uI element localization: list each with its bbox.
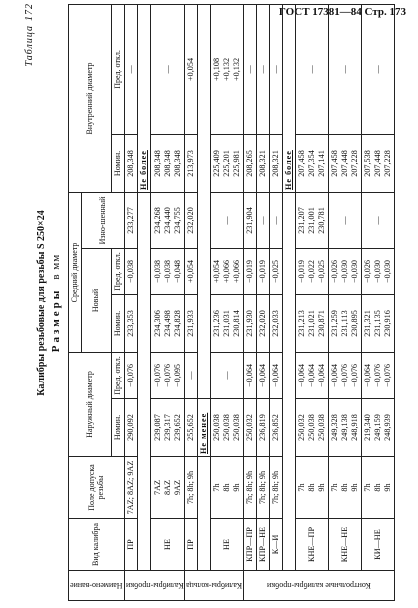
cell-mid-worn: 233,277 <box>124 192 137 248</box>
cell-inner-dev: — <box>244 4 257 134</box>
table-label <box>24 3 35 603</box>
cell-mid-dev: −0,019 <box>257 248 270 294</box>
cell-mid-worn: — <box>362 192 395 248</box>
cell-mid-dev: −0,019 −0,022 −0,025 <box>296 248 329 294</box>
table-row <box>270 4 283 600</box>
cell-outer-nom: 219,340 249,159 248,939 <box>362 399 395 457</box>
cell-inner-dev: +0,108 +0,132 +0,132 <box>211 4 244 134</box>
cell-outer-dev: −0,076 <box>124 352 137 398</box>
rotated-table-block <box>22 3 394 603</box>
cell-tol: 7h; 8h; 9h <box>270 457 283 519</box>
col-inner-header: Внутренний диаметр <box>69 4 112 192</box>
cell-outer-dev: −0,076 −0,076 −0,095 <box>151 352 185 398</box>
note-row <box>198 4 211 600</box>
note-row <box>137 4 150 600</box>
cell-inner-nom: 208,265 <box>244 134 257 192</box>
cell-inner-nom: 225,409 225,201 225,981 <box>211 134 244 192</box>
cell-type: ПР <box>124 519 137 571</box>
cell-inner-dev: — <box>296 4 329 134</box>
cell-mid-nom: 233,353 <box>124 294 137 352</box>
cell-inner-nom: 208,348 <box>124 134 137 192</box>
cell-outer-nom: 249,328 249,138 248,918 <box>329 399 362 457</box>
outer-nominal-header: Номин. <box>111 399 124 457</box>
cell-outer-nom: 290,092 <box>124 399 137 457</box>
cell-type: КИ—НЕ <box>362 519 395 571</box>
cell-inner-nom: 208,348 208,348 208,348 <box>151 134 185 192</box>
table-row <box>296 4 329 600</box>
cell-outer-dev: — <box>185 352 198 398</box>
col-new-header: Новый <box>81 248 111 352</box>
cell-mid-worn: 232,020 <box>185 192 198 248</box>
table-row <box>329 4 362 600</box>
table-row <box>362 4 395 600</box>
cell-mid-worn: — <box>329 192 362 248</box>
cell-inner-dev: — <box>270 4 283 134</box>
cell-tol: 7h; 8h; 9h <box>257 457 270 519</box>
table-row <box>244 4 257 600</box>
group-control-plugs: Контрольные калибры-пробки <box>244 571 395 601</box>
cell-tol: 7AZ; 8AZ; 9AZ <box>124 457 137 519</box>
col-tolerance-header: Поле допуска резьбы <box>69 457 125 519</box>
cell-outer-dev: −0,064 −0,064 −0,064 <box>296 352 329 398</box>
table-row <box>151 4 185 600</box>
cell-mid-dev: −0,026 −0,030 −0,030 <box>362 248 395 294</box>
cell-outer-dev: — <box>211 352 244 398</box>
cell-inner-dev: +0,054 <box>185 4 198 134</box>
note-ne-bolee: Не более <box>139 150 149 190</box>
cell-outer-dev: −0,064 −0,076 −0,076 <box>329 352 362 398</box>
cell-type: КПР—ПР <box>244 519 257 571</box>
cell-mid-nom: 232,020 <box>257 294 270 352</box>
cell-mid-nom: 231,933 <box>185 294 198 352</box>
cell-mid-worn: 234,268 234,440 234,755 <box>151 192 185 248</box>
cell-outer-dev: −0,064 <box>270 352 283 398</box>
cell-type: ПР <box>185 519 198 571</box>
note-ne-menee: Не менее <box>199 412 209 454</box>
cell-inner-nom: 208,321 <box>270 134 283 192</box>
cell-inner-nom: 207,458 207,448 207,228 <box>329 134 362 192</box>
cell-mid-nom: 231,321 231,135 230,916 <box>362 294 395 352</box>
cell-mid-nom: 231,213 231,021 230,871 <box>296 294 329 352</box>
cell-type: КНЕ—НЕ <box>329 519 362 571</box>
cell-tol: 7AZ 8AZ 9AZ <box>151 457 185 519</box>
table-label-word: Таблица <box>24 25 35 67</box>
cell-tol: 7h 8h 9h <box>362 457 395 519</box>
unit-text: в мм <box>50 253 62 280</box>
col-mid-header: Средний диаметр <box>69 192 82 352</box>
cell-outer-dev: −0,064 −0,076 −0,076 <box>362 352 395 398</box>
cell-mid-dev: −0,038 −0,038 −0,048 <box>151 248 185 294</box>
cell-outer-dev: −0,064 <box>257 352 270 398</box>
inner-dev-header: Пред. откл. <box>111 4 124 134</box>
cell-outer-nom: 236,852 <box>270 399 283 457</box>
table-title: Калибры резьбовые для резьбы S 250×24 <box>36 210 47 396</box>
table-number: 172 <box>24 3 35 21</box>
cell-inner-dev: — <box>257 4 270 134</box>
cell-type: К—И <box>270 519 283 571</box>
cell-outer-nom: 250,032 250,038 250,038 <box>296 399 329 457</box>
cell-type: НЕ <box>151 519 185 571</box>
note-row <box>283 4 296 600</box>
cell-inner-dev: — <box>329 4 362 134</box>
cell-mid-dev: −0,038 <box>124 248 137 294</box>
group-plugs: Калибры-пробки <box>124 571 185 601</box>
cell-outer-dev: −0,064 <box>244 352 257 398</box>
cell-outer-nom: 239,087 239,317 239,652 <box>151 399 185 457</box>
gauge-table <box>68 4 395 601</box>
col-name-header: Наимено-вание <box>69 571 125 601</box>
page-header: ГОСТ 17381—84 Стр. 173 <box>278 6 406 18</box>
cell-type: КПР—НЕ <box>257 519 270 571</box>
cell-mid-nom: 231,236 231,031 230,814 <box>211 294 244 352</box>
cell-mid-worn: — <box>211 192 244 248</box>
cell-inner-nom: 207,458 207,354 207,141 <box>296 134 329 192</box>
mid-dev-header: Пред. откл. <box>111 248 124 294</box>
cell-type: КНЕ—ПР <box>296 519 329 571</box>
table-row <box>185 4 198 600</box>
cell-inner-dev: — <box>124 4 137 134</box>
cell-mid-worn: — <box>257 192 270 248</box>
outer-dev-header: Пред. откл. <box>111 352 124 398</box>
group-rings: Калибры-кольца <box>185 571 244 601</box>
mid-nominal-header: Номин. <box>111 294 124 352</box>
inner-nominal-header: Номин. <box>111 134 124 192</box>
cell-mid-nom: 231,259 231,113 230,895 <box>329 294 362 352</box>
cell-tol: 7h 8h 9h <box>329 457 362 519</box>
cell-tol: 7h; 8h; 9h <box>185 457 198 519</box>
cell-mid-nom: 232,033 <box>270 294 283 352</box>
table-subtitle <box>50 3 62 603</box>
cell-mid-dev: −0,025 <box>270 248 283 294</box>
cell-mid-dev: +0,054 +0,066 +0,066 <box>211 248 244 294</box>
cell-type: НЕ <box>211 519 244 571</box>
cell-mid-dev: +0,054 <box>185 248 198 294</box>
cell-mid-nom: 231,930 <box>244 294 257 352</box>
cell-mid-dev: −0,019 <box>244 248 257 294</box>
note-ne-bolee-2: Не более <box>284 150 294 190</box>
cell-mid-worn: 231,904 <box>244 192 257 248</box>
cell-outer-nom: 255,652 <box>185 399 198 457</box>
cell-outer-nom: 250,038 250,038 250,038 <box>211 399 244 457</box>
cell-inner-dev: — <box>362 4 395 134</box>
cell-tol: 7h 8h 9h <box>211 457 244 519</box>
cell-tol: 7h; 8h; 9h <box>244 457 257 519</box>
cell-inner-nom: 213,973 <box>185 134 198 192</box>
cell-outer-nom: 250,032 <box>244 399 257 457</box>
cell-inner-dev: — <box>151 4 185 134</box>
cell-inner-nom: 207,538 207,448 207,228 <box>362 134 395 192</box>
cell-mid-worn: 231,207 231,001 230,781 <box>296 192 329 248</box>
col-worn-header: Изно-шенный <box>81 192 124 248</box>
table-row <box>124 4 137 600</box>
cell-inner-nom: 208,321 <box>257 134 270 192</box>
cell-outer-nom: 236,819 <box>257 399 270 457</box>
cell-mid-dev: −0,026 −0,030 −0,030 <box>329 248 362 294</box>
cell-tol: 7h 8h 9h <box>296 457 329 519</box>
cell-mid-worn: — <box>270 192 283 248</box>
table-row <box>257 4 270 600</box>
col-type-header: Вид калибра <box>69 519 125 571</box>
subtitle-text: Размеры <box>50 287 62 353</box>
col-outer-header: Наружный диаметр <box>69 352 112 456</box>
table-row <box>211 4 244 600</box>
cell-mid-nom: 234,306 234,498 234,828 <box>151 294 185 352</box>
